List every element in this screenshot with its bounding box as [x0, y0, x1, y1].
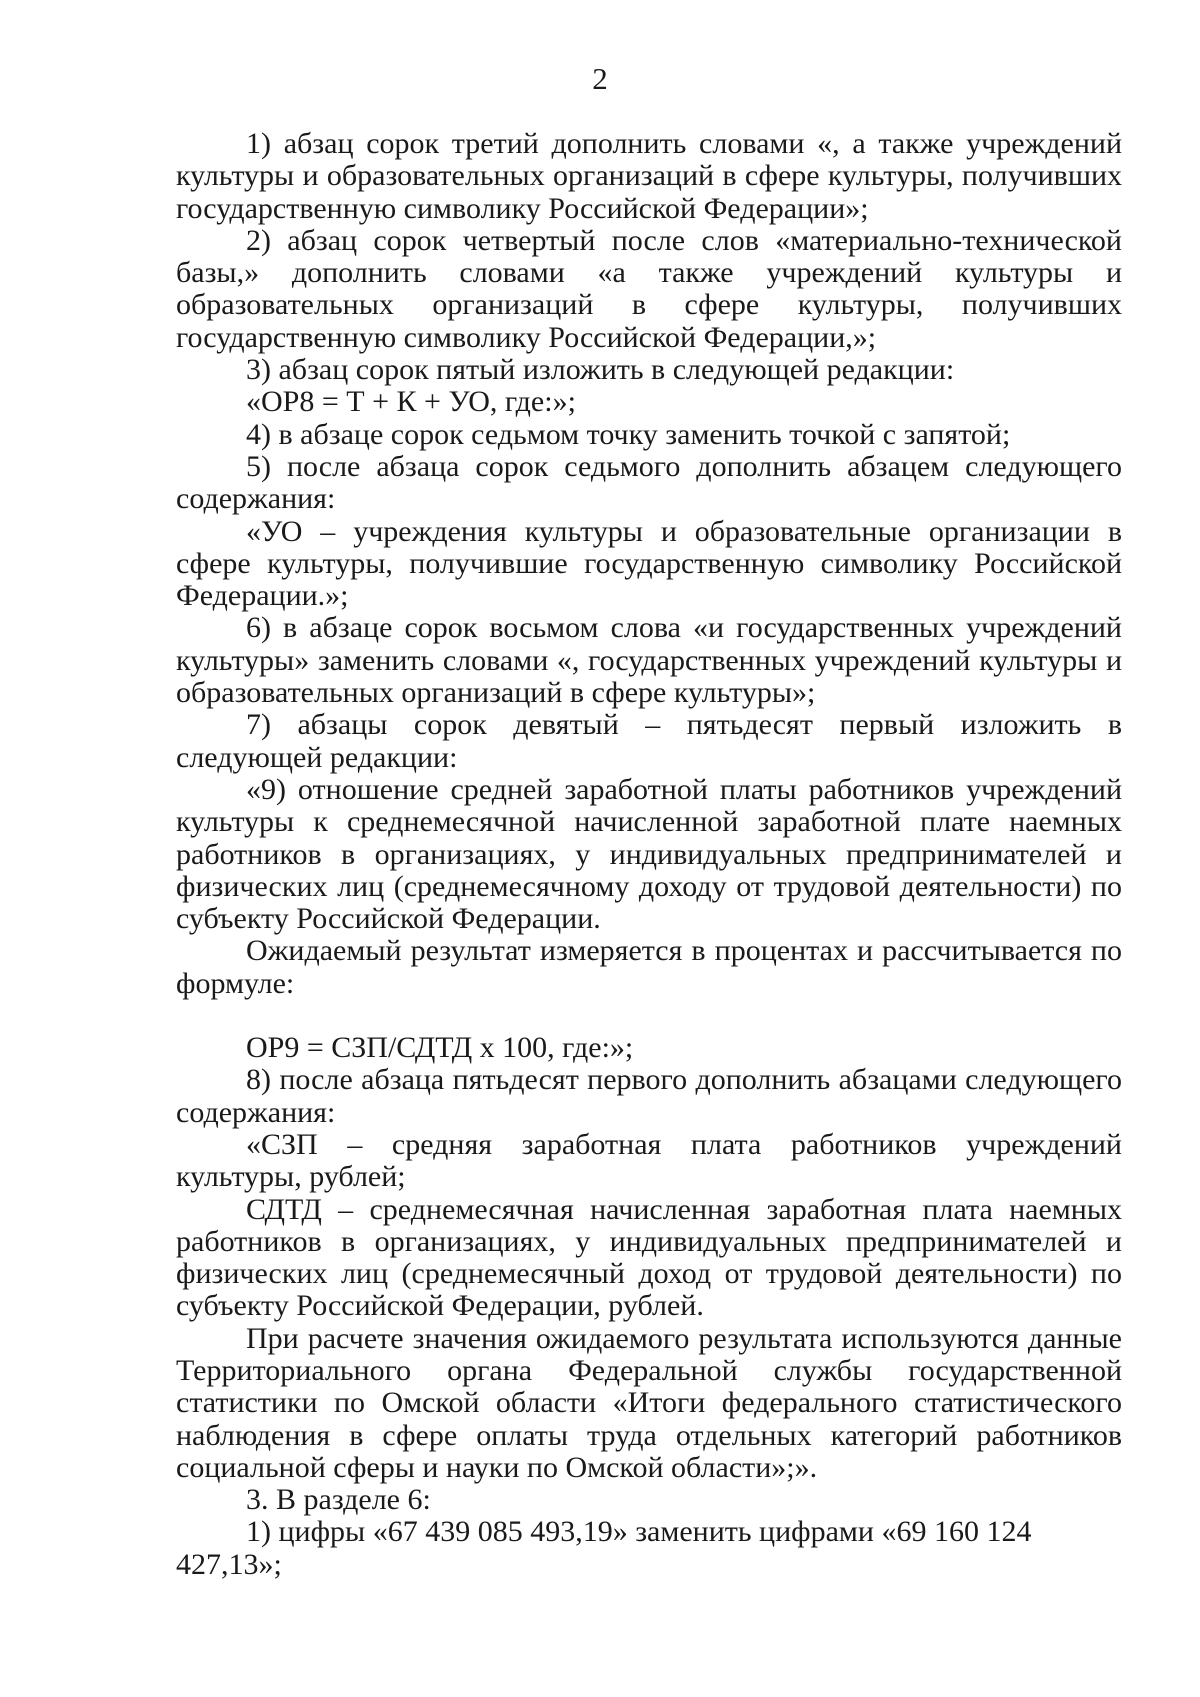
paragraph-section-6-item-1: 1) цифры «67 439 085 493,19» заменить цифрами «69 160 124 427,13»; [176, 1515, 1032, 1581]
paragraph-uo-definition: «УО – учреждения культуры и образовательные организации в сфере культуры, получившие государственную символику Российской Федерации.»; [176, 514, 1122, 613]
paragraph-item-5: 5) после абзаца сорок седьмого дополнить абзацем следующего содержания: [176, 449, 1122, 516]
formula-op8: «ОР8 = Т + К + УО, где:»; [246, 385, 576, 419]
paragraph-item-2: 2) абзац сорок четвертый после слов «материально-технической базы,» дополнить словами «а также учреждений культуры и образовательных организаций в сфере культуры, получивших государственную символику Российской Федерации,»; [176, 223, 1122, 354]
paragraph-item-1: 1) абзац сорок третий дополнить словами «, а также учреждений культуры и образовательных организаций в сфере культуры, получивших государственную символику Российской Федерации»; [176, 127, 1122, 225]
paragraph-szp-definition: «СЗП – средняя заработная плата работников учреждений культуры, рублей; [176, 1127, 1122, 1194]
paragraph-expected-result: Ожидаемый результат измеряется в процентах и рассчитывается по формуле: [176, 934, 1122, 1000]
section-6-heading: 3. В разделе 6: [246, 1483, 431, 1517]
document-body [176, 128, 1122, 1581]
formula-op9: ОР9 = СЗП/СДТД х 100, где:»; [246, 1031, 634, 1065]
page-number: 2 [592, 61, 608, 96]
paragraph-sdtd-definition: СДТД – среднемесячная начисленная заработная плата наемных работников в организациях, у индивидуальных предпринимателей и физических лиц (среднемесячный доход от трудовой деятельности) по субъекту Российской Федерации, рублей. [176, 1192, 1122, 1323]
paragraph-item-6: 6) в абзаце сорок восьмом слова «и государственных учреждений культуры» заменить словами «, государственных учреждений культуры и образовательных организаций в сфере культуры»; [176, 611, 1122, 710]
paragraph-item-7: 7) абзацы сорок девятый – пятьдесят первый изложить в следующей редакции: [176, 708, 1122, 774]
paragraph-item-4: 4) в абзаце сорок седьмом точку заменить точкой с запятой; [246, 417, 1011, 451]
paragraph-indicator-9: «9) отношение средней заработной платы работников учреждений культуры к среднемесячной начисленной заработной плате наемных работников в организациях, у индивидуальных предпринимателей и физических лиц (среднемесячному доходу от трудовой деятельности) по субъекту Российской Федерации. [176, 772, 1122, 936]
paragraph-data-source: При расчете значения ожидаемого результата используются данные Территориального органа Федеральной службы государственной статистики по Омской области «Итоги федерального статистического наблюдения в сфере оплаты труда отдельных категорий работников социальной сферы и науки по Омской области»;». [176, 1321, 1122, 1484]
paragraph-item-8: 8) после абзаца пятьдесят первого дополнить абзацами следующего содержания: [176, 1063, 1122, 1129]
paragraph-item-3: 3) абзац сорок пятый изложить в следующей редакции: [246, 353, 955, 387]
